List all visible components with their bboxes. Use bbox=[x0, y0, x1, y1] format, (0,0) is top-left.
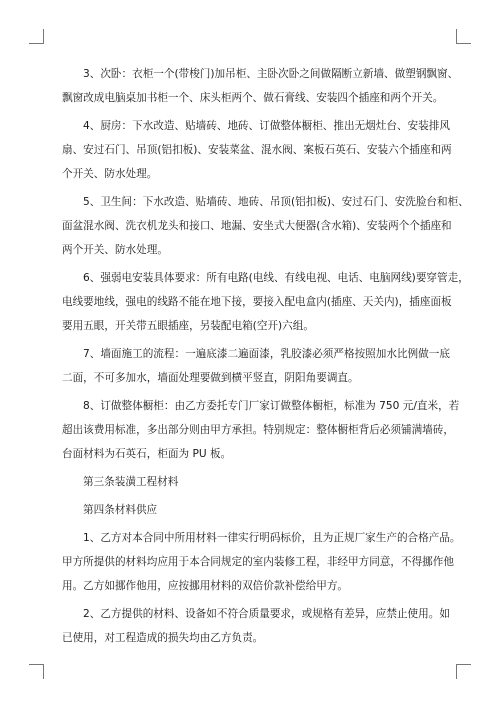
section-heading-materials bbox=[62, 470, 442, 494]
paragraph-supply-1 bbox=[62, 526, 461, 598]
paragraph-item-7 bbox=[62, 342, 450, 390]
paragraph-line: 个开关、防水处理。 bbox=[62, 168, 158, 180]
paragraph-line: 电线要地线，强电的线路不能在地下接，要接入配电盒内(插座、天关内)，插座面板 bbox=[62, 296, 452, 308]
paragraph-line: 5、卫生间：下水改造、贴墙砖、地砖、吊顶(铝扣板)、安过石门、安洗脸台和柜、 bbox=[83, 196, 469, 208]
paragraph-line: 3、次卧：衣柜一个(带梭门)加吊柜、主卧次卧之间做隔断立新墙、做塑钢飘窗、 bbox=[83, 68, 459, 80]
paragraph-line: 要用五眼，开关带五眼插座，另装配电箱(空开)六组。 bbox=[62, 320, 314, 332]
crop-mark-top-right bbox=[456, 29, 471, 44]
paragraph-line: 台面材料为石英石，柜面为 PU 板。 bbox=[62, 448, 232, 460]
paragraph-item-5 bbox=[62, 190, 469, 262]
paragraph-line: 面盆混水阀、洗衣机龙头和接口、地漏、安坐式大便器(含水箱)、安装两个个插座和 bbox=[62, 220, 452, 232]
heading-text: 第三条装潢工程材料 bbox=[83, 476, 179, 488]
crop-mark-bottom-right bbox=[456, 664, 471, 679]
paragraph-line: 4、厨房：下水改造、贴墙砖、地砖、订做整体橱柜、推出无烟灶台、安装排风 bbox=[83, 120, 450, 132]
paragraph-supply-2 bbox=[62, 602, 450, 650]
document-body bbox=[62, 62, 469, 654]
paragraph-line: 1、乙方对本合同中所用材料一律实行明码标价，且为正规厂家生产的合格产品。 bbox=[83, 532, 461, 544]
paragraph-line: 扇、安过石门、吊顶(铝扣板)、安装菜盆、混水阀、案板石英石、安装六个插座和两 bbox=[62, 144, 452, 156]
paragraph-line: 飘窗改成电脑桌加书柜一个、床头柜两个、做石膏线、安装四个插座和两个开关。 bbox=[62, 92, 444, 104]
crop-mark-bottom-left bbox=[29, 664, 44, 679]
paragraph-line: 用。乙方如挪作他用，应按挪用材料的双倍价款补偿给甲方。 bbox=[62, 580, 349, 592]
paragraph-item-4 bbox=[62, 114, 452, 186]
paragraph-line: 超出该费用标准，多出部分则由甲方承担。特别规定：整体橱柜背后必须铺满墙砖， bbox=[62, 424, 454, 436]
paragraph-line: 二面，不可多加水，墙面处理要做到横平竖直，阴阳角要调直。 bbox=[62, 372, 359, 384]
paragraph-line: 6、强弱电安装具体要求：所有电路(电线、有线电视、电话、电脑网线)要穿管走， bbox=[83, 272, 469, 284]
paragraph-line: 两个开关、防水处理。 bbox=[62, 244, 168, 256]
paragraph-line: 8、订做整体橱柜：由乙方委托专门厂家订做整体橱柜，标准为 750 元/直米，若 bbox=[83, 400, 460, 412]
heading-text: 第四条材料供应 bbox=[83, 504, 158, 516]
paragraph-item-3 bbox=[62, 62, 459, 110]
paragraph-item-6 bbox=[62, 266, 469, 338]
crop-mark-top-left bbox=[29, 29, 44, 44]
paragraph-line: 7、墙面施工的流程：一遍底漆二遍面漆，乳胶漆必须严格按照加水比例做一底 bbox=[83, 348, 450, 360]
paragraph-line: 已使用，对工程造成的损失均由乙方负责。 bbox=[62, 632, 264, 644]
paragraph-line: 甲方所提供的材料均应用于本合同规定的室内装修工程，非经甲方同意，不得挪作他 bbox=[62, 556, 454, 568]
paragraph-line: 2、乙方提供的材料、设备如不符合质量要求，或规格有差异，应禁止使用。如 bbox=[83, 608, 450, 620]
paragraph-item-8 bbox=[62, 394, 460, 466]
section-heading-supply bbox=[62, 498, 442, 522]
